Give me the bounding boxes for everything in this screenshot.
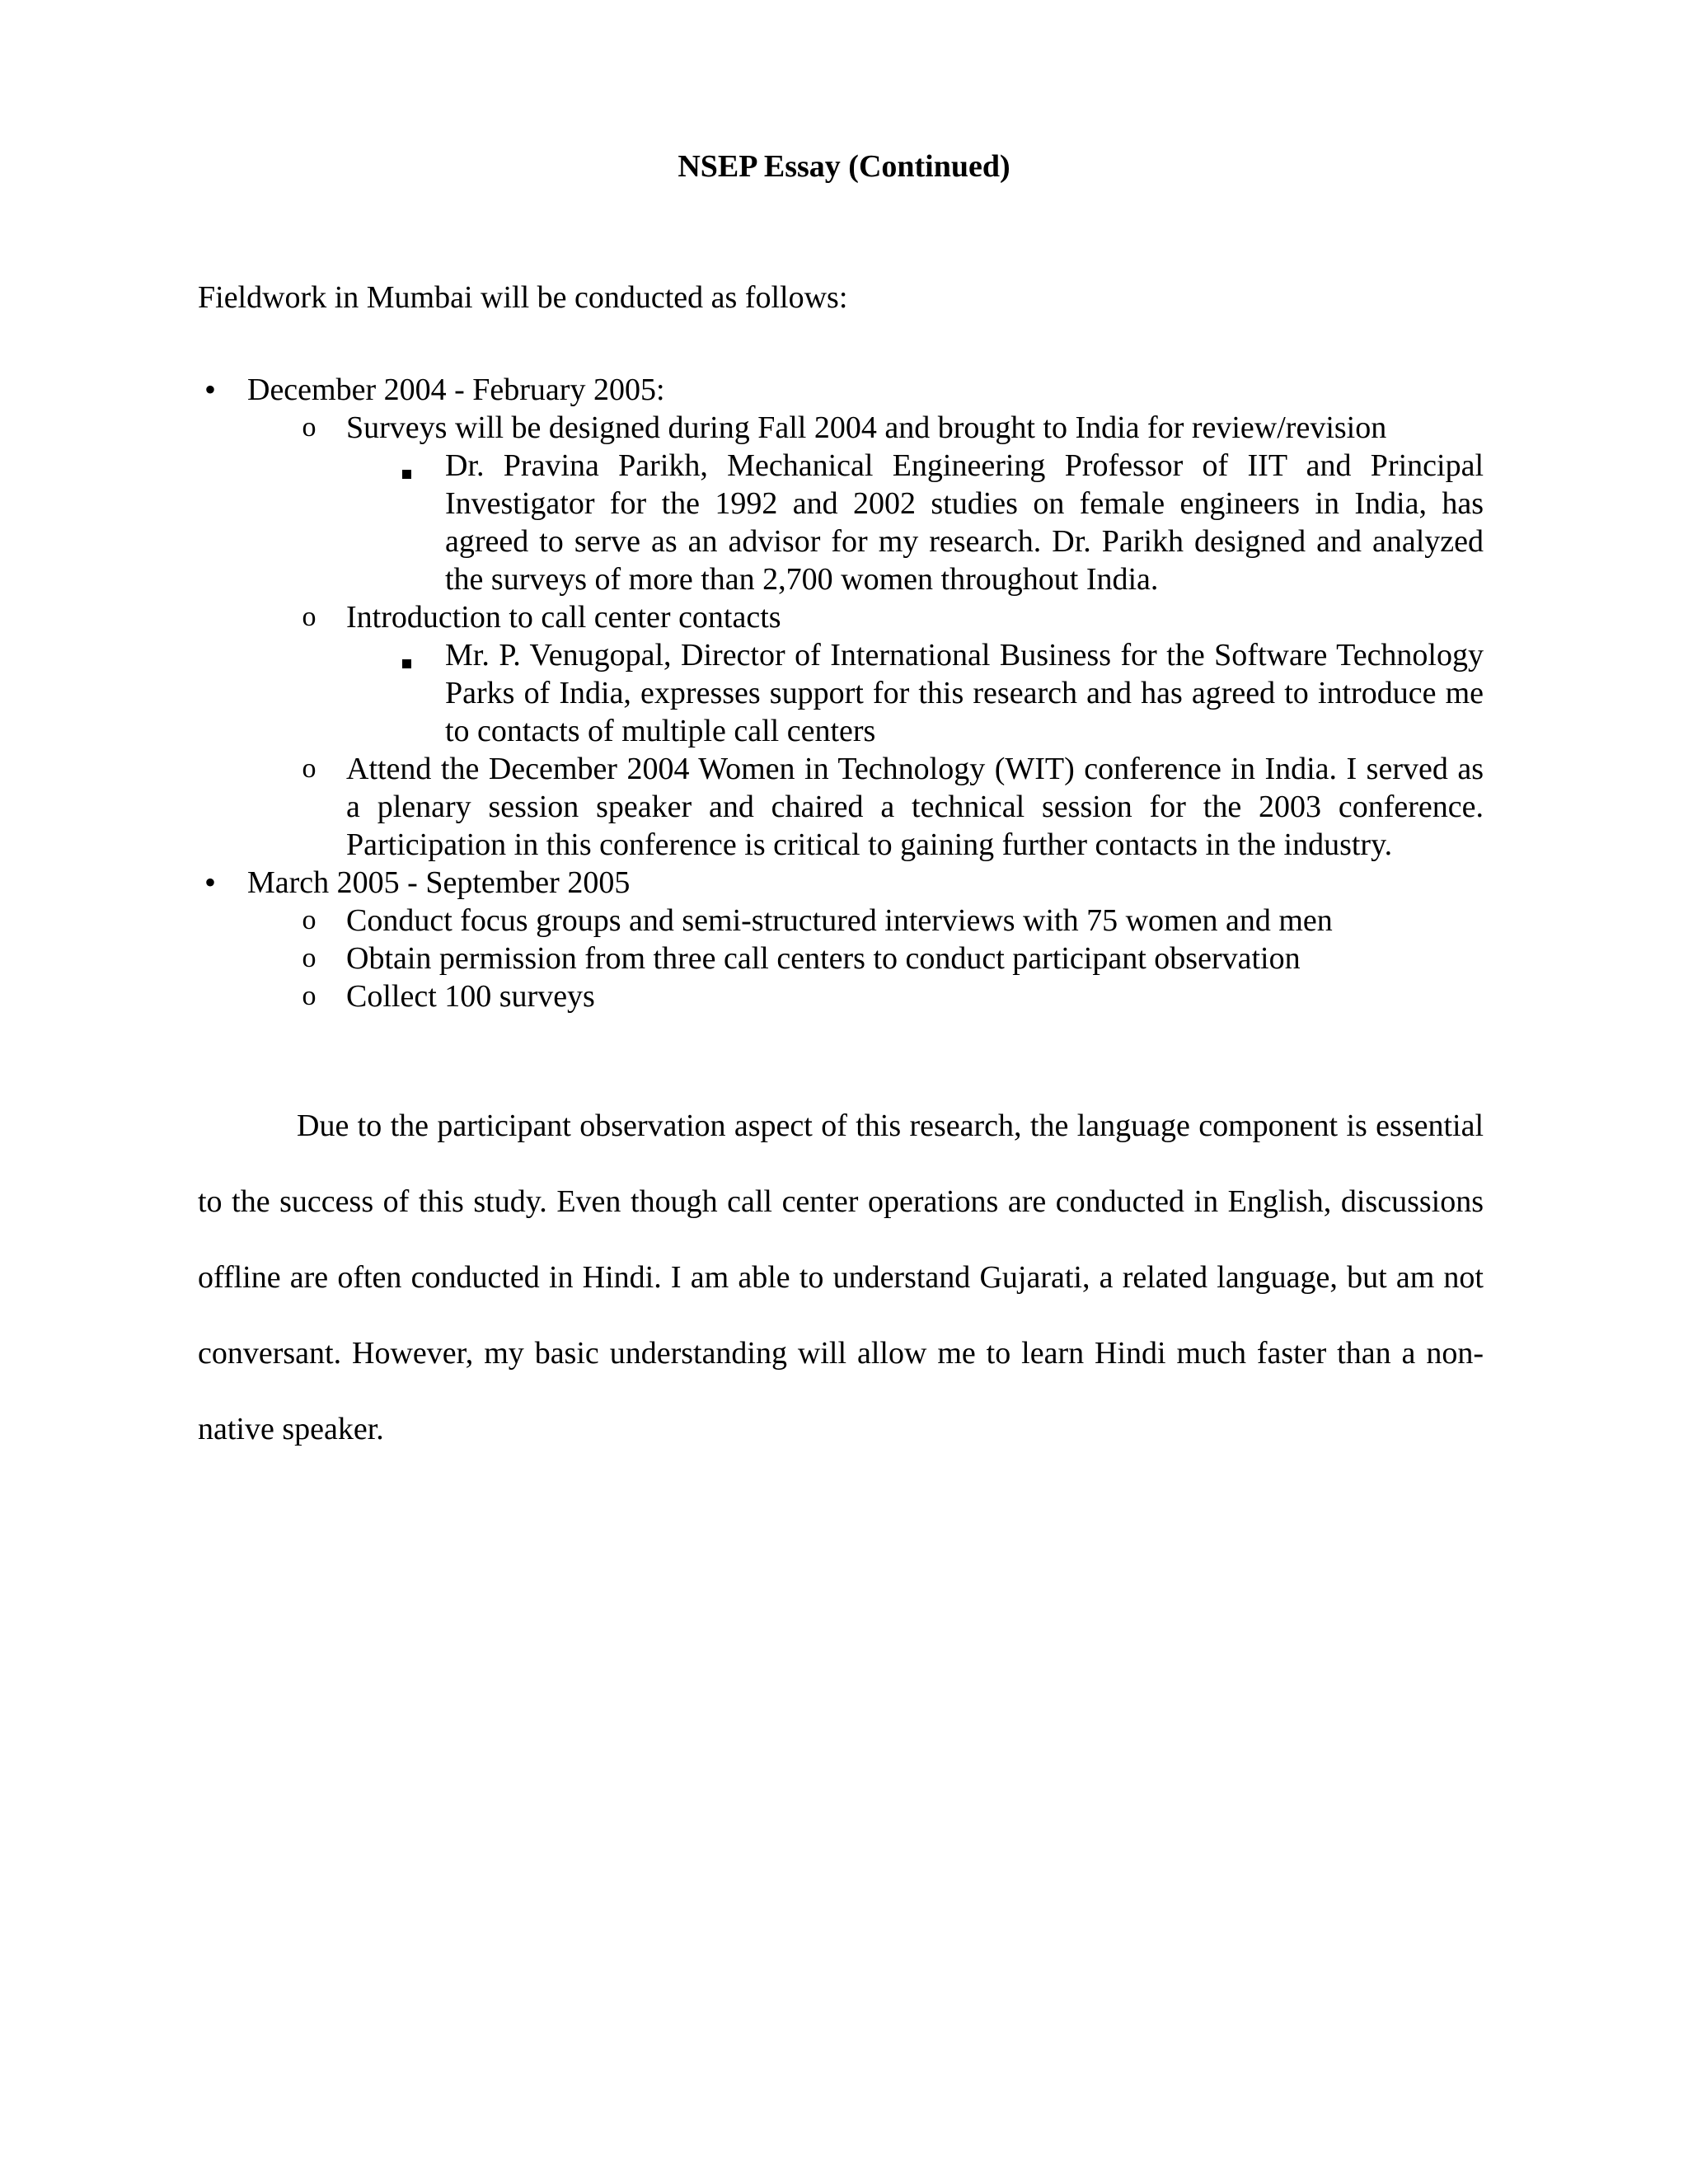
bullet-disc-icon: • [204,864,216,901]
sub-item-text: Collect 100 surveys [346,979,595,1014]
bullet-disc-icon: • [204,371,216,408]
sub-item-text: Surveys will be designed during Fall 2004 and brought to India for review/revision [346,410,1387,445]
sub-sub-item [445,636,1484,750]
fieldwork-outline [0,371,1688,1015]
bullet-square-icon [394,636,419,674]
bullet-label: December 2004 - February 2005: [247,373,665,407]
sub-item [302,940,1484,977]
sub-item [302,977,1484,1015]
bullet-circle-icon: o [302,412,316,443]
sub-item [302,750,1484,864]
sub-item-text: Introduction to call center contacts [346,600,781,635]
bullet-label: March 2005 - September 2005 [247,865,631,900]
sub-sub-item [445,447,1484,598]
body-paragraph: Due to the participant observation aspect of this research, the language component is essential to the success of this study. Even though call center operations are conducted in English, discussions offline are often conducted in Hindi. I am able to understand Gujarati, a related language, but am not conversant. However, my basic understanding will allow me to learn Hindi much faster than a non-native speaker. [198,1108,1484,1446]
intro-line: Fieldwork in Mumbai will be conducted as follows: [198,280,848,315]
bullet-square-icon [394,447,419,485]
bullet-circle-icon: o [302,602,316,632]
sub-item-text: Attend the December 2004 Women in Technology (WIT) conference in India. I served as a plenary session speaker and chaired a technical session for the 2003 conference. Participation in this conference is critical to gaining further contacts in the industry. [346,752,1484,862]
bullet-item [204,864,1484,902]
sub-item-text: Conduct focus groups and semi-structured interviews with 75 women and men [346,903,1333,938]
sub-item-text: Obtain permission from three call centers to conduct participant observation [346,941,1301,976]
sub-sub-item-text: Mr. P. Venugopal, Director of International Business for the Software Technology Parks of India, expresses support for this research and has agreed to introduce me to contacts of multiple call centers [445,638,1484,748]
bullet-circle-icon: o [302,753,316,784]
bullet-circle-icon: o [302,905,316,935]
page-title: NSEP Essay (Continued) [678,149,1010,184]
sub-item [302,902,1484,940]
sub-sub-item-text: Dr. Pravina Parikh, Mechanical Engineering Professor of IIT and Principal Investigator for the 1992 and 2002 studies on female engineers in India, has agreed to serve as an advisor for my research. Dr. Parikh designed and analyzed the surveys of more than 2,700 women throughout India. [445,448,1484,597]
bullet-circle-icon: o [302,981,316,1011]
sub-item [302,409,1484,447]
sub-item [302,598,1484,636]
bullet-item [204,371,1484,409]
bullet-circle-icon: o [302,943,316,973]
